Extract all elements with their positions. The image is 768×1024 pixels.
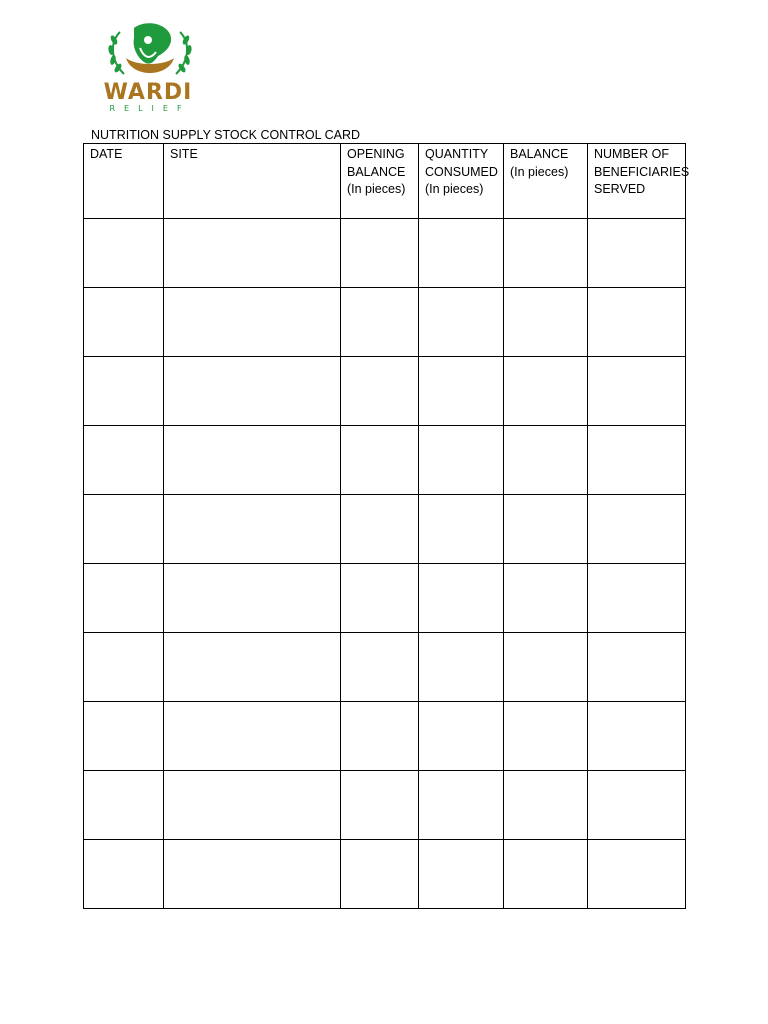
cell-date[interactable] [84, 426, 164, 495]
page-title: NUTRITION SUPPLY STOCK CONTROL CARD [91, 128, 361, 142]
cell-balance[interactable] [504, 357, 588, 426]
cell-opening-balance[interactable] [341, 219, 419, 288]
table-row [84, 357, 686, 426]
cell-opening-balance[interactable] [341, 633, 419, 702]
cell-quantity-consumed[interactable] [419, 288, 504, 357]
cell-date[interactable] [84, 840, 164, 909]
logo-wordmark: WARDI [103, 80, 193, 105]
cell-balance[interactable] [504, 702, 588, 771]
column-header-site: SITE [164, 144, 341, 219]
cell-quantity-consumed[interactable] [419, 219, 504, 288]
table-row [84, 840, 686, 909]
cell-beneficiaries-served[interactable] [588, 426, 686, 495]
cell-opening-balance[interactable] [341, 564, 419, 633]
table-row [84, 771, 686, 840]
cell-date[interactable] [84, 564, 164, 633]
cell-date[interactable] [84, 702, 164, 771]
table-row [84, 288, 686, 357]
cell-beneficiaries-served[interactable] [588, 564, 686, 633]
cell-site[interactable] [164, 495, 341, 564]
cell-beneficiaries-served[interactable] [588, 495, 686, 564]
cell-beneficiaries-served[interactable] [588, 633, 686, 702]
cell-quantity-consumed[interactable] [419, 357, 504, 426]
cell-quantity-consumed[interactable] [419, 495, 504, 564]
cell-balance[interactable] [504, 426, 588, 495]
cell-beneficiaries-served[interactable] [588, 771, 686, 840]
table-row [84, 426, 686, 495]
cell-balance[interactable] [504, 495, 588, 564]
cell-balance[interactable] [504, 771, 588, 840]
cell-balance[interactable] [504, 840, 588, 909]
cell-site[interactable] [164, 357, 341, 426]
table-row [84, 633, 686, 702]
cell-quantity-consumed[interactable] [419, 771, 504, 840]
column-header-balance: BALANCE (In pieces) [504, 144, 588, 219]
cell-site[interactable] [164, 288, 341, 357]
cell-site[interactable] [164, 702, 341, 771]
cell-opening-balance[interactable] [341, 357, 419, 426]
cell-quantity-consumed[interactable] [419, 702, 504, 771]
cell-date[interactable] [84, 633, 164, 702]
cell-site[interactable] [164, 840, 341, 909]
cell-opening-balance[interactable] [341, 426, 419, 495]
cell-date[interactable] [84, 495, 164, 564]
table-row [84, 495, 686, 564]
cell-balance[interactable] [504, 633, 588, 702]
cell-beneficiaries-served[interactable] [588, 702, 686, 771]
cell-site[interactable] [164, 771, 341, 840]
cell-beneficiaries-served[interactable] [588, 219, 686, 288]
stock-control-table [83, 143, 690, 909]
cell-opening-balance[interactable] [341, 495, 419, 564]
column-header-beneficiaries-served: NUMBER OF BENEFICIARIES SERVED [588, 144, 686, 219]
column-header-opening-balance: OPENING BALANCE (In pieces) [341, 144, 419, 219]
cell-date[interactable] [84, 288, 164, 357]
cell-quantity-consumed[interactable] [419, 426, 504, 495]
cell-quantity-consumed[interactable] [419, 633, 504, 702]
cell-balance[interactable] [504, 564, 588, 633]
table-row [84, 219, 686, 288]
cell-date[interactable] [84, 771, 164, 840]
cell-quantity-consumed[interactable] [419, 564, 504, 633]
cell-opening-balance[interactable] [341, 771, 419, 840]
cell-opening-balance[interactable] [341, 840, 419, 909]
cell-site[interactable] [164, 564, 341, 633]
cell-site[interactable] [164, 633, 341, 702]
logo-tagline: RELIEF [109, 104, 191, 113]
cell-date[interactable] [84, 219, 164, 288]
cell-site[interactable] [164, 219, 341, 288]
cell-beneficiaries-served[interactable] [588, 840, 686, 909]
cell-date[interactable] [84, 357, 164, 426]
table-row [84, 564, 686, 633]
cell-opening-balance[interactable] [341, 288, 419, 357]
cell-beneficiaries-served[interactable] [588, 288, 686, 357]
column-header-quantity-consumed: QUANTITY CONSUMED (In pieces) [419, 144, 504, 219]
column-header-date: DATE [84, 144, 164, 219]
table-row [84, 702, 686, 771]
cell-site[interactable] [164, 426, 341, 495]
cell-balance[interactable] [504, 219, 588, 288]
logo-emblem-icon [100, 18, 200, 84]
cell-quantity-consumed[interactable] [419, 840, 504, 909]
cell-balance[interactable] [504, 288, 588, 357]
cell-opening-balance[interactable] [341, 702, 419, 771]
wardi-relief-logo [100, 18, 200, 114]
table-header-row [84, 144, 686, 219]
cell-beneficiaries-served[interactable] [588, 357, 686, 426]
